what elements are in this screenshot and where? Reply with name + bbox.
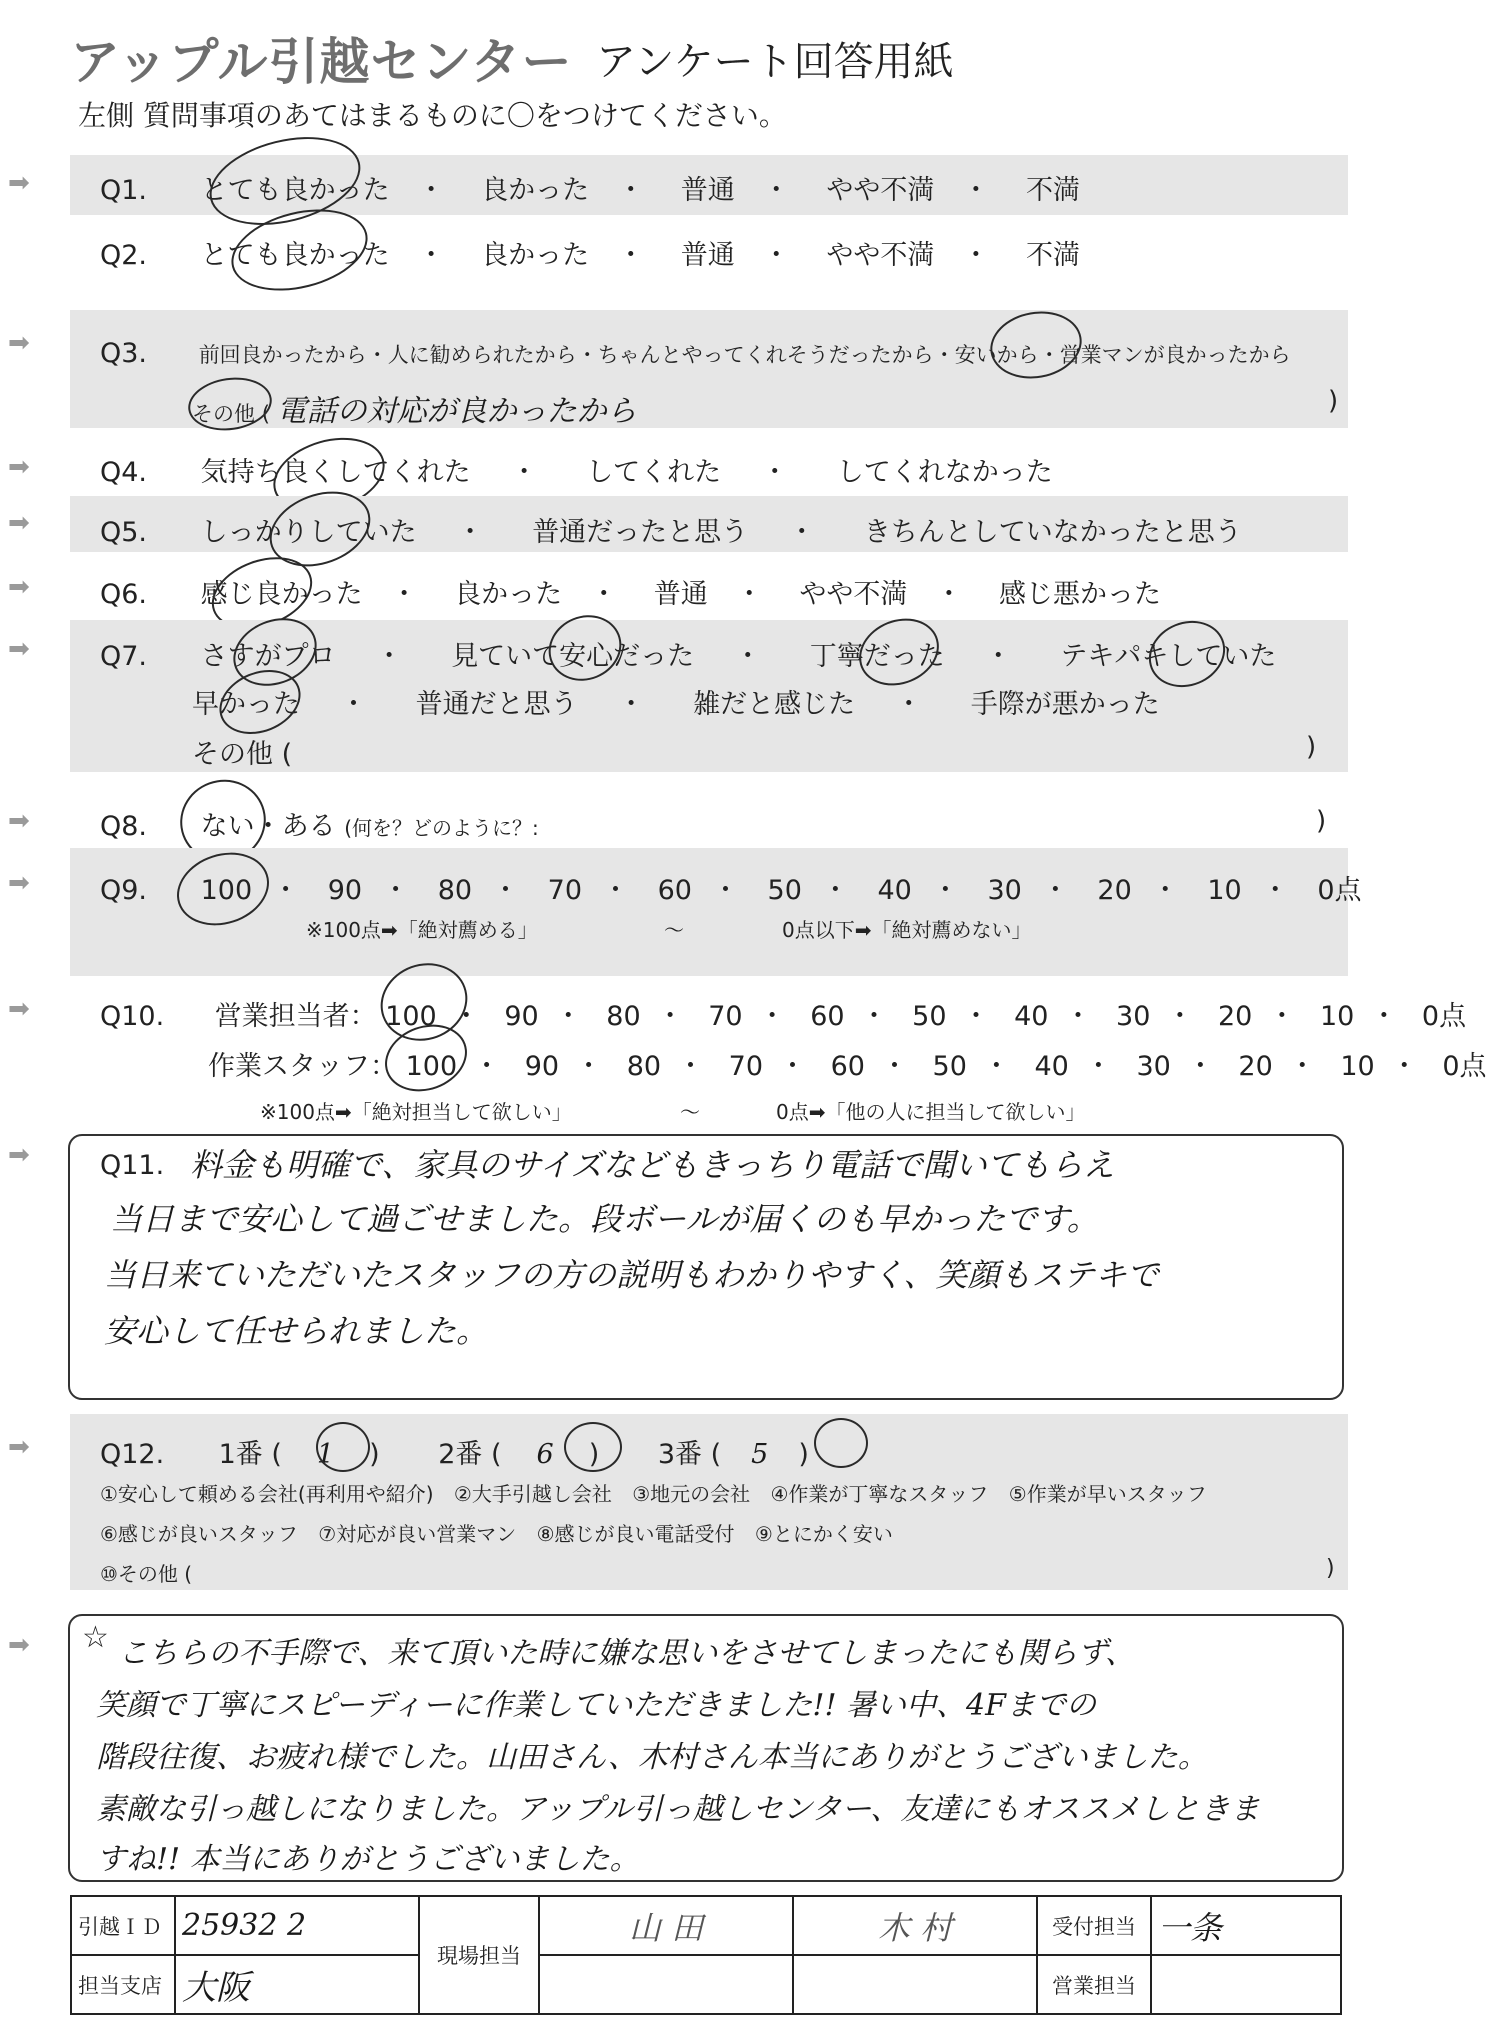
q4-option[interactable]: してくれなかった bbox=[836, 457, 1053, 488]
q7-other-row bbox=[192, 732, 292, 771]
q10-sales-score[interactable]: 0点 bbox=[1421, 1001, 1467, 1032]
comment-line: 素敵な引っ越しになりました。アップル引っ越しセンター、友達にもオススメしときま bbox=[96, 1792, 1260, 1827]
q12-choice: ⑤作業が早いスタッフ bbox=[1008, 1482, 1207, 1506]
arrow-icon: ➡ bbox=[8, 1630, 30, 1660]
star-icon: ☆ bbox=[82, 1620, 109, 1655]
q7-option[interactable]: 雑だと感じた bbox=[693, 689, 856, 720]
q10-sales-score[interactable]: 30 bbox=[1116, 1001, 1151, 1032]
footer-table bbox=[70, 1895, 1342, 2015]
move-id-value[interactable]: 25932 2 bbox=[175, 1896, 419, 1955]
q3-row: Q3. 前回良かったから・人に勧められたから・ちゃんとやってくれそうだったから・安いから・営業マンが良かったから bbox=[100, 338, 1291, 369]
arrow-icon: ➡ bbox=[8, 806, 30, 836]
q1-option[interactable]: 良かった bbox=[481, 175, 590, 206]
q9-note-mid: 〜 bbox=[664, 918, 684, 942]
q9-score[interactable]: 80 bbox=[437, 875, 473, 906]
answer-circle bbox=[564, 1422, 622, 1472]
q10-sales-score[interactable]: 60 bbox=[810, 1001, 845, 1032]
q10-staff-score[interactable]: 40 bbox=[1034, 1051, 1069, 1082]
q11-comment-line: 料金も明確で、家具のサイズなどもきっちり電話で聞いてもらえ bbox=[190, 1146, 1115, 1184]
q9-score[interactable]: 90 bbox=[327, 875, 363, 906]
q10-label: Q10. bbox=[100, 1001, 165, 1032]
q2-option[interactable]: 良かった bbox=[481, 240, 590, 271]
q10-sales-score[interactable]: 50 bbox=[912, 1001, 947, 1032]
q6-option[interactable]: やや不満 bbox=[799, 579, 908, 610]
q10-staff-score[interactable]: 20 bbox=[1238, 1051, 1273, 1082]
q4-label: Q4. bbox=[100, 457, 148, 488]
q8-row: Q8. ない・ある (何を？どのように？: bbox=[100, 811, 539, 842]
q10-sales-score[interactable]: 10 bbox=[1319, 1001, 1355, 1032]
q11-comment-line: 当日来ていただいたスタッフの方の説明もわかりやすく、笑顔もステキで bbox=[104, 1256, 1159, 1294]
rank1-label: 1番 ( bbox=[218, 1439, 282, 1470]
q10-sales-score[interactable]: 90 bbox=[504, 1001, 539, 1032]
q3-label: Q3. bbox=[100, 338, 148, 369]
arrow-icon: ➡ bbox=[8, 508, 30, 538]
q5-option[interactable]: きちんとしていなかったと思う bbox=[863, 517, 1242, 548]
branch-value[interactable]: 大阪 bbox=[175, 1955, 419, 2014]
q1-row: Q1. とても良かった ・ 良かった ・ 普通 ・ やや不満 ・ 不満 bbox=[100, 175, 1080, 206]
q2-option[interactable]: とても良かった bbox=[200, 240, 390, 271]
q8-option[interactable]: ある bbox=[281, 811, 336, 842]
q1-option[interactable]: とても良かった bbox=[200, 175, 390, 206]
q3-option[interactable]: 前回良かったから bbox=[198, 343, 367, 367]
site-staff-empty[interactable] bbox=[539, 1955, 793, 2014]
q10-sales-score[interactable]: 80 bbox=[606, 1001, 641, 1032]
q9-score[interactable]: 40 bbox=[877, 875, 912, 906]
q10-note-left: ※100点➡「絶対担当して欲しい」 bbox=[260, 1100, 572, 1124]
arrow-icon: ➡ bbox=[8, 1140, 30, 1170]
q10-staff-score[interactable]: 50 bbox=[932, 1051, 967, 1082]
q3-option[interactable]: 人に勧められたから bbox=[387, 343, 577, 367]
q9-score[interactable]: 50 bbox=[767, 875, 802, 906]
comment-line: 笑顔で丁寧にスピーディーに作業していただきました!! 暑い中、4Fまでの bbox=[96, 1688, 1096, 1723]
q9-score[interactable]: 30 bbox=[987, 875, 1022, 906]
comment-line: 階段往復、お疲れ様でした。山田さん、木村さん本当にありがとうございました。 bbox=[96, 1740, 1208, 1775]
q5-option[interactable]: しっかりしていた bbox=[200, 517, 417, 548]
q12-choice: ②大手引越し会社 bbox=[453, 1482, 612, 1506]
q8-label: Q8. bbox=[100, 811, 148, 842]
q6-option[interactable]: 感じ良かった bbox=[200, 579, 363, 610]
q9-note-left: ※100点➡「絶対薦める」 bbox=[306, 918, 538, 942]
site-staff-2[interactable]: 木 村 bbox=[793, 1896, 1037, 1955]
q9-label: Q9. bbox=[100, 875, 148, 906]
rank2-value[interactable]: 6 bbox=[536, 1439, 554, 1470]
q12-choices-row2 bbox=[100, 1518, 893, 1547]
q10-staff-label: 作業スタッフ： bbox=[208, 1051, 397, 1082]
q10-staff-score[interactable]: 0点 bbox=[1442, 1051, 1487, 1082]
q9-score[interactable]: 10 bbox=[1207, 875, 1242, 906]
q10-sales-label: 営業担当者： bbox=[214, 1001, 377, 1032]
q12-choices-row1 bbox=[100, 1478, 1207, 1507]
q12-choice: ⑦対応が良い営業マン bbox=[318, 1522, 517, 1546]
arrow-icon: ➡ bbox=[8, 1432, 30, 1462]
arrow-icon: ➡ bbox=[8, 994, 30, 1024]
q10-note-right: 0点➡「他の人に担当して欲しい」 bbox=[776, 1100, 1086, 1124]
q12-choice: ⑧感じが良い電話受付 bbox=[536, 1522, 735, 1546]
q1-option[interactable]: 普通 bbox=[680, 175, 735, 206]
arrow-icon: ➡ bbox=[8, 634, 30, 664]
q5-option[interactable]: 普通だったと思う bbox=[532, 517, 749, 548]
form-subtitle: アンケート回答用紙 bbox=[596, 39, 954, 85]
q1-option[interactable]: やや不満 bbox=[826, 175, 935, 206]
q10-staff-row: 作業スタッフ： 100 ・ 90 ・ 80 ・ 70 ・ 60 ・ 50 ・ 40 ・ 30 ・ 20 ・ 10 ・ 0点 bbox=[208, 1051, 1487, 1082]
q2-label: Q2. bbox=[100, 240, 148, 271]
q1-label: Q1. bbox=[100, 175, 148, 206]
site-staff-empty[interactable] bbox=[793, 1955, 1037, 2014]
answer-circle bbox=[316, 1422, 370, 1472]
q12-choice: ④作業が丁寧なスタッフ bbox=[770, 1482, 989, 1506]
instruction-text: 左側 質問事項のあてはまるものに〇をつけてください。 bbox=[78, 99, 787, 132]
q3-option[interactable]: 営業マンが良かったから bbox=[1059, 343, 1291, 367]
q7-other-label[interactable]: その他 ( bbox=[192, 739, 293, 770]
q10-sales-row: Q10. 営業担当者： 100 ・ 90 ・ 80 ・ 70 ・ 60 ・ 50 ・ 40 ・ 30 ・ 20 ・ 10 ・ 0点 bbox=[100, 1001, 1467, 1032]
q10-sales-score[interactable]: 100 bbox=[385, 1001, 437, 1032]
q7-option[interactable]: 早かった bbox=[192, 689, 300, 720]
q12-choice: ⑨とにかく安い bbox=[754, 1522, 893, 1546]
rank2-label: 2番 ( bbox=[438, 1439, 502, 1470]
reception-value[interactable]: 一条 bbox=[1151, 1896, 1341, 1955]
arrow-icon: ➡ bbox=[8, 868, 30, 898]
q3-other-answer[interactable]: 電話の対応が良かったから bbox=[276, 394, 637, 429]
q3-option[interactable]: ちゃんとやってくれそうだったから bbox=[597, 343, 934, 367]
q12-choice: ③地元の会社 bbox=[632, 1482, 751, 1506]
q6-label: Q6. bbox=[100, 579, 148, 610]
arrow-icon: ➡ bbox=[8, 572, 30, 602]
q11-label: Q11. bbox=[100, 1150, 165, 1181]
q8-prompt[interactable]: (何を？どのように？: bbox=[344, 816, 539, 840]
q10-staff-score[interactable]: 60 bbox=[830, 1051, 865, 1082]
q7-option[interactable]: 手際が悪かった bbox=[970, 689, 1160, 720]
q12-choice: ⑥感じが良いスタッフ bbox=[100, 1522, 298, 1546]
sales-value[interactable] bbox=[1151, 1955, 1341, 2014]
q3-option[interactable]: 安いから bbox=[954, 343, 1039, 367]
q7-option[interactable]: 丁寧だった bbox=[809, 641, 945, 672]
comment-line: こちらの不手際で、来て頂いた時に嫌な思いをさせてしまったにも関らず、 bbox=[118, 1636, 1135, 1671]
q11-comment-line: 安心して任せられました。 bbox=[104, 1312, 489, 1350]
q4-row: Q4. 気持ち良くしてくれた ・ してくれた ・ してくれなかった bbox=[100, 457, 1053, 488]
q6-option[interactable]: 良かった bbox=[454, 579, 563, 610]
q10-staff-score[interactable]: 10 bbox=[1340, 1051, 1375, 1082]
q7-label: Q7. bbox=[100, 641, 148, 672]
q9-score[interactable]: 0点 bbox=[1317, 875, 1362, 906]
q6-option[interactable]: 感じ悪かった bbox=[998, 579, 1161, 610]
rank3-value[interactable]: 5 bbox=[751, 1439, 769, 1470]
q2-option[interactable]: 普通 bbox=[680, 240, 735, 271]
q1-option[interactable]: 不満 bbox=[1025, 175, 1080, 206]
arrow-icon: ➡ bbox=[8, 328, 30, 358]
q9-row: Q9. 100 ・ 90 ・ 80 ・ 70 ・ 60 ・ 50 ・ 40 ・ 30 ・ 20 ・ 10 ・ 0点 bbox=[100, 875, 1362, 906]
site-staff-label: 現場担当 bbox=[419, 1896, 539, 2014]
q4-option[interactable]: 気持ち良くしてくれた bbox=[200, 457, 471, 488]
q12-choice-other[interactable]: ⑩その他 ( bbox=[100, 1562, 193, 1586]
branch-label: 担当支店 bbox=[71, 1955, 175, 2014]
q12-rank-row: Q12. 1番 ( 1 ) 2番 ( 6 ) 3番 ( 5 ) bbox=[100, 1439, 809, 1470]
q7-row1: Q7. さすがプロ ・ 見ていて安心だった ・ 丁寧だった ・ テキパキしていた bbox=[100, 641, 1277, 672]
q12-label: Q12. bbox=[100, 1439, 165, 1470]
q10-staff-score[interactable]: 30 bbox=[1136, 1051, 1171, 1082]
q10-staff-score[interactable]: 90 bbox=[524, 1051, 560, 1082]
q2-option[interactable]: 不満 bbox=[1025, 240, 1080, 271]
q10-sales-score[interactable]: 20 bbox=[1218, 1001, 1253, 1032]
q5-row: Q5. しっかりしていた ・ 普通だったと思う ・ きちんとしていなかったと思う bbox=[100, 517, 1242, 548]
rank1-value[interactable]: 1 bbox=[316, 1439, 335, 1470]
q9-score[interactable]: 100 bbox=[200, 875, 253, 906]
q10-staff-score[interactable]: 70 bbox=[728, 1051, 763, 1082]
q7-option[interactable]: 普通だと思う bbox=[415, 689, 578, 720]
arrow-icon: ➡ bbox=[8, 168, 30, 198]
sales-label: 営業担当 bbox=[1037, 1955, 1151, 2014]
q3-other-row: その他 ( 電話の対応が良かったから bbox=[192, 394, 637, 429]
q2-row: Q2. とても良かった ・ 良かった ・ 普通 ・ やや不満 ・ 不満 bbox=[100, 240, 1080, 271]
move-id-label: 引越ＩＤ bbox=[71, 1896, 175, 1955]
q10-sales-score[interactable]: 40 bbox=[1014, 1001, 1049, 1032]
q6-row: Q6. 感じ良かった ・ 良かった ・ 普通 ・ やや不満 ・ 感じ悪かった bbox=[100, 579, 1161, 610]
rank3-label: 3番 ( bbox=[657, 1439, 722, 1470]
q9-score[interactable]: 60 bbox=[657, 875, 692, 906]
q11-comment-line: 当日まで安心して過ごせました。段ボールが届くのも早かったです。 bbox=[110, 1200, 1099, 1238]
arrow-icon: ➡ bbox=[8, 452, 30, 482]
q7-row2: 早かった ・ 普通だと思う ・ 雑だと感じた ・ 手際が悪かった bbox=[192, 689, 1160, 720]
q9-score[interactable]: 20 bbox=[1097, 875, 1132, 906]
site-staff-1[interactable]: 山 田 bbox=[539, 1896, 793, 1955]
q9-score[interactable]: 70 bbox=[547, 875, 582, 906]
q2-option[interactable]: やや不満 bbox=[826, 240, 935, 271]
answer-circle bbox=[814, 1418, 868, 1468]
q7-option[interactable]: さすがプロ bbox=[200, 641, 336, 672]
q4-option[interactable]: してくれた bbox=[586, 457, 722, 488]
brand-title: アップル引越センター bbox=[70, 33, 573, 91]
q8-option[interactable]: ない bbox=[200, 811, 255, 842]
q6-option[interactable]: 普通 bbox=[653, 579, 708, 610]
q12-choices-row3 bbox=[100, 1558, 192, 1587]
q5-label: Q5. bbox=[100, 517, 148, 548]
comment-line: すね!! 本当にありがとうございました。 bbox=[96, 1842, 640, 1877]
q10-sales-score[interactable]: 70 bbox=[708, 1001, 743, 1032]
q7-option[interactable]: テキパキしていた bbox=[1060, 641, 1277, 672]
q12-choice: ①安心して頼める会社(再利用や紹介) bbox=[100, 1482, 434, 1506]
reception-label: 受付担当 bbox=[1037, 1896, 1151, 1955]
q9-note-right: 0点以下➡「絶対薦めない」 bbox=[782, 918, 1032, 942]
q10-staff-score[interactable]: 80 bbox=[626, 1051, 662, 1082]
q10-note-mid: 〜 bbox=[680, 1100, 700, 1124]
q10-staff-score[interactable]: 100 bbox=[405, 1051, 458, 1082]
q7-option[interactable]: 見ていて安心だった bbox=[451, 641, 695, 672]
q3-other-label[interactable]: その他 bbox=[192, 402, 255, 426]
